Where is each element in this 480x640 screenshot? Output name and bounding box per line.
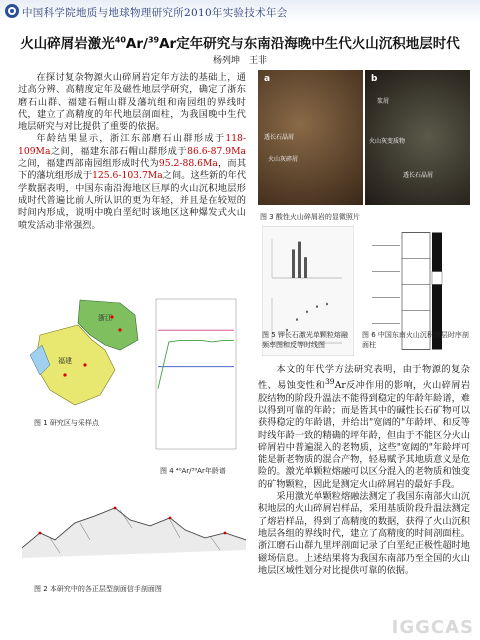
body-para-1: 本文的年代学方法研究表明，由于物源的复杂性、易蚀变性和$^{39}$Ar反冲作用的影响，火山碎屑岩胶结物的阶段升温法不能得到稳定的年龄年龄谱，难以得到可靠的年龄；而是皆其中的碱性长石矿物可以获得稳定的年龄谱，并给出"宽阔的"年龄坪、和反等时线年龄一致的精确的坪年龄，但由于不能区分火山碎屑岩中普遍混入的老物质，这些"宽阔的"年龄坪可能是新老物质的混合产物，轻易赋予其地质意义是危险的。激光单颗粒熔融可以区分混入的老物质和蚀变的矿物颗粒，因此是测定火山碎屑岩的最好手段。 [258, 364, 471, 490]
body-text [258, 364, 470, 577]
abstract-para-1: 在探讨复杂物源火山碎屑岩定年方法的基础上，通过高分辨、高精度定年及磁性地层学研究，确定了浙东磨石山群、福建石帽山群及藩坑组和南园组的界线时代，建立了高精度的年代地层剖面柱，为我国晚中生代地层研究与对比提供了重要的依据。 [18, 72, 246, 133]
micrograph-b: b 浆屑 火山灰变质物 透长石晶屑 [365, 70, 470, 205]
fig4-age-spectrum-chart [148, 295, 240, 465]
authors: 杨列坤 王非 [212, 56, 267, 66]
conference-title: 中国科学院地质与地球物理研究所2010年实验技术年会 [22, 7, 288, 19]
abstract-para-2: 年龄结果显示，浙江东部磨石山群形成于118-109Ma之间，福建东部石帽山群形成于86.6-87.9Ma之间，福建西部南园组形成时代为95.2-88.6Ma，而其下的藩坑组形成于125.6-103.7Ma之间。这些新的年代学数据表明，中国东南沿海地区巨厚的火山沉积地层形成时代普遍比前人所认识的更为年轻，并且是在较短的时间内形成，说明中晚白垩纪时该地区这种爆发式火山喷发活动非常强烈。 [18, 133, 247, 231]
institute-logo-icon [4, 3, 20, 19]
fig6-caption: 图 6 中国东南火山沉积地层时序剖面柱 [362, 331, 469, 349]
abstract [18, 72, 246, 232]
map-label-fujian: 福建 [58, 357, 72, 365]
chart-frame [156, 299, 236, 449]
micrograph-a: a 透长石晶屑 火山灰碎屑 [258, 70, 363, 205]
map-label-zhejiang: 浙江 [98, 314, 112, 322]
fig3-caption: 图 3 酸性火山碎屑岩的显微照片 [260, 213, 360, 221]
conference-header [0, 0, 480, 22]
paper-title: 火山碎屑岩激光$^{40}$Ar/$^{39}$Ar定年研究与东南沿海晚中生代火山沉积地层时代 [20, 35, 460, 52]
body-para-2: 采用激光单颗粒熔融法测定了我国东南部火山沉积地层的火山碎屑岩样品，采用基质阶段升温法测定了熔岩样品，得到了高精度的数据，获得了火山沉积地层各组的界线时代，建立了高精度的时间剖面柱。浙江磨石山群九里坪剖面记录了白垩纪正极性超时地磁场信息。上述结果将为我国东南部乃至全国的火山地层区域性划分对比提供可靠的依据。 [258, 491, 470, 576]
fig4-caption: 图 4 ⁴⁰Ar/³⁹Ar年龄谱 [160, 467, 226, 475]
fig2-caption: 图 2 本研究中的各正层型剖面信手剖面图 [34, 585, 162, 593]
fig2-section-profile [20, 478, 248, 578]
fig1-caption: 图 1 研究区与采样点 [34, 419, 99, 427]
fig1-study-area-map [20, 295, 155, 415]
fig5-caption: 图 5 钾长石激光单颗粒熔融频率图和反等时线图 [262, 331, 348, 349]
watermark-logo: IGGCAS [391, 617, 474, 638]
